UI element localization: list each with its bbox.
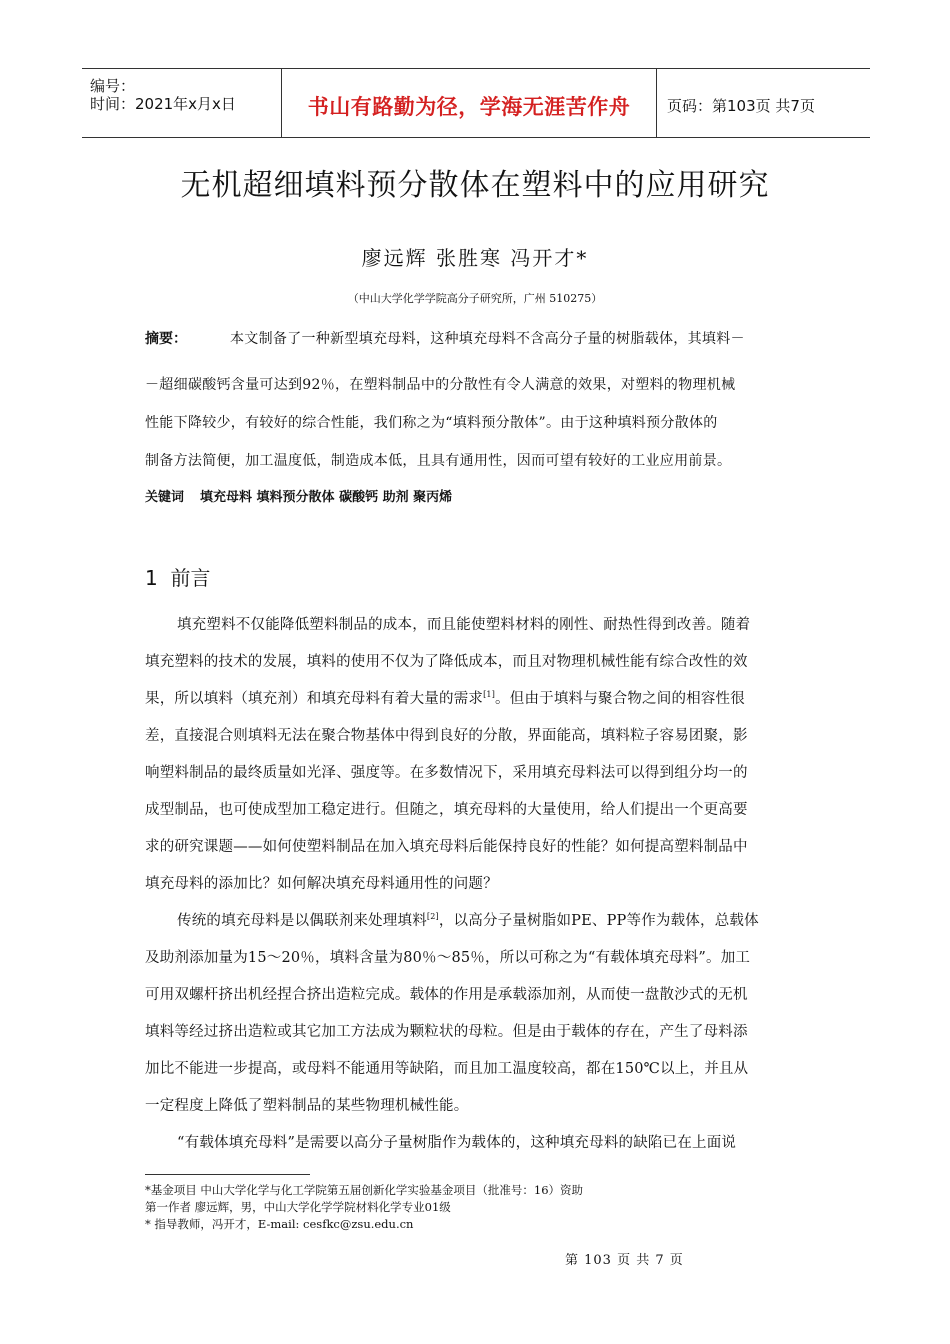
- paper-affiliation: （中山大学化学学院高分子研究所，广州 510275）: [347, 292, 603, 305]
- section-number: 1: [145, 566, 158, 590]
- body-line: 一定程度上降低了塑料制品的某些物理机械性能。: [145, 1098, 469, 1114]
- body-line: 填料等经过挤出造粒或其它加工方法成为颗粒状的母粒。但是由于载体的存在，产生了母料添: [145, 1024, 748, 1040]
- body-line: 差，直接混合则填料无法在聚合物基体中得到良好的分散，界面能高，填料粒子容易团聚，影: [145, 728, 748, 744]
- paper-authors: 廖远辉 张胜寒 冯开才*: [361, 246, 589, 270]
- keywords-text: 填充母料 填料预分散体 碳酸钙 助剂 聚丙烯: [200, 490, 453, 505]
- body-line: [145, 687, 807, 708]
- citation-ref: [2]: [426, 912, 439, 922]
- header-code: 编号：: [90, 77, 136, 95]
- body-line: 求的研究课题——如何使塑料制品在加入填充母料后能保持良好的性能？如何提高塑料制品中: [145, 839, 748, 855]
- footnote: 第一作者 廖远辉，男，中山大学化学学院材料化学专业01级: [145, 1200, 451, 1214]
- body-line: 填充塑料不仅能降低塑料制品的成本，而且能使塑料材料的刚性、耐热性得到改善。随着: [177, 617, 751, 633]
- header-motto: 书山有路勤为径，学海无涯苦作舟: [307, 95, 631, 119]
- body-line: 可用双螺杆挤出机经捏合挤出造粒完成。载体的作用是承载添加剂，从而使一盘散沙式的无机: [145, 987, 748, 1003]
- body-line: 及助剂添加量为15～20％，填料含量为80％～85％，所以可称之为“有载体填充母料”。加工: [145, 950, 751, 966]
- header-page-info: 页码：第103页 共7页: [667, 97, 815, 115]
- header-motto-cell: [282, 69, 657, 137]
- body-line: 成型制品，也可使成型加工稳定进行。但随之，填充母料的大量使用，给人们提出一个更高要: [145, 802, 748, 818]
- header-meta: [82, 69, 282, 137]
- section-heading: [145, 562, 210, 591]
- footnote: * 指导教师，冯开才，E-mail: cesfkc@zsu.edu.cn: [145, 1217, 414, 1231]
- page-header: [82, 68, 870, 138]
- body-text: 果，所以填料（填充剂）和填充母料有着大量的需求: [145, 691, 484, 707]
- citation-ref: [1]: [483, 690, 496, 700]
- body-line: 填充母料的添加比？如何解决填充母料通用性的问题？: [145, 876, 498, 892]
- header-page-cell: [657, 69, 870, 137]
- keywords-label: 关键词: [145, 490, 185, 505]
- body-line: 加比不能进一步提高，或母料不能通用等缺陷，而且加工温度较高，都在150℃以上，并且从: [145, 1061, 749, 1077]
- body-line: 响塑料制品的最终质量如光泽、强度等。在多数情况下，采用填充母料法可以得到组分均一的: [145, 765, 748, 781]
- body-text: 。但由于填料与聚合物之间的相容性很: [495, 691, 745, 707]
- abstract-label: 摘要：: [145, 331, 187, 347]
- footer-page-number: 第 103 页 共 7 页: [565, 1253, 684, 1268]
- body-line: [177, 909, 807, 930]
- section-title: 前言: [170, 566, 211, 590]
- abstract-line: 制备方法简便，加工温度低，制造成本低，且具有通用性，因而可望有较好的工业应用前景。: [145, 453, 732, 469]
- abstract-line: 性能下降较少，有较好的综合性能，我们称之为“填料预分散体”。由于这种填料预分散体的: [145, 415, 718, 431]
- header-time: 时间：2021年x月x日: [90, 95, 236, 113]
- abstract-line: －超细碳酸钙含量可达到92％，在塑料制品中的分散性有令人满意的效果，对塑料的物理机械: [145, 377, 736, 393]
- keywords: [145, 486, 452, 505]
- body-line: 填充塑料的技术的发展，填料的使用不仅为了降低成本，而且对物理机械性能有综合改性的效: [145, 654, 748, 670]
- footnote-divider: [145, 1174, 310, 1175]
- body-text: 传统的填充母料是以偶联剂来处理填料: [177, 913, 427, 929]
- body-line: “有载体填充母料”是需要以高分子量树脂作为载体的，这种填充母料的缺陷已在上面说: [177, 1135, 737, 1151]
- footnote: *基金项目 中山大学化学与化工学院第五届创新化学实验基金项目（批准号：16）资助: [145, 1183, 584, 1197]
- body-text: ，以高分子量树脂如PE、PP等作为载体，总载体: [438, 913, 759, 929]
- abstract-line: 本文制备了一种新型填充母料，这种填充母料不含高分子量的树脂载体，其填料－: [230, 331, 745, 347]
- paper-title: 无机超细填料预分散体在塑料中的应用研究: [180, 168, 770, 203]
